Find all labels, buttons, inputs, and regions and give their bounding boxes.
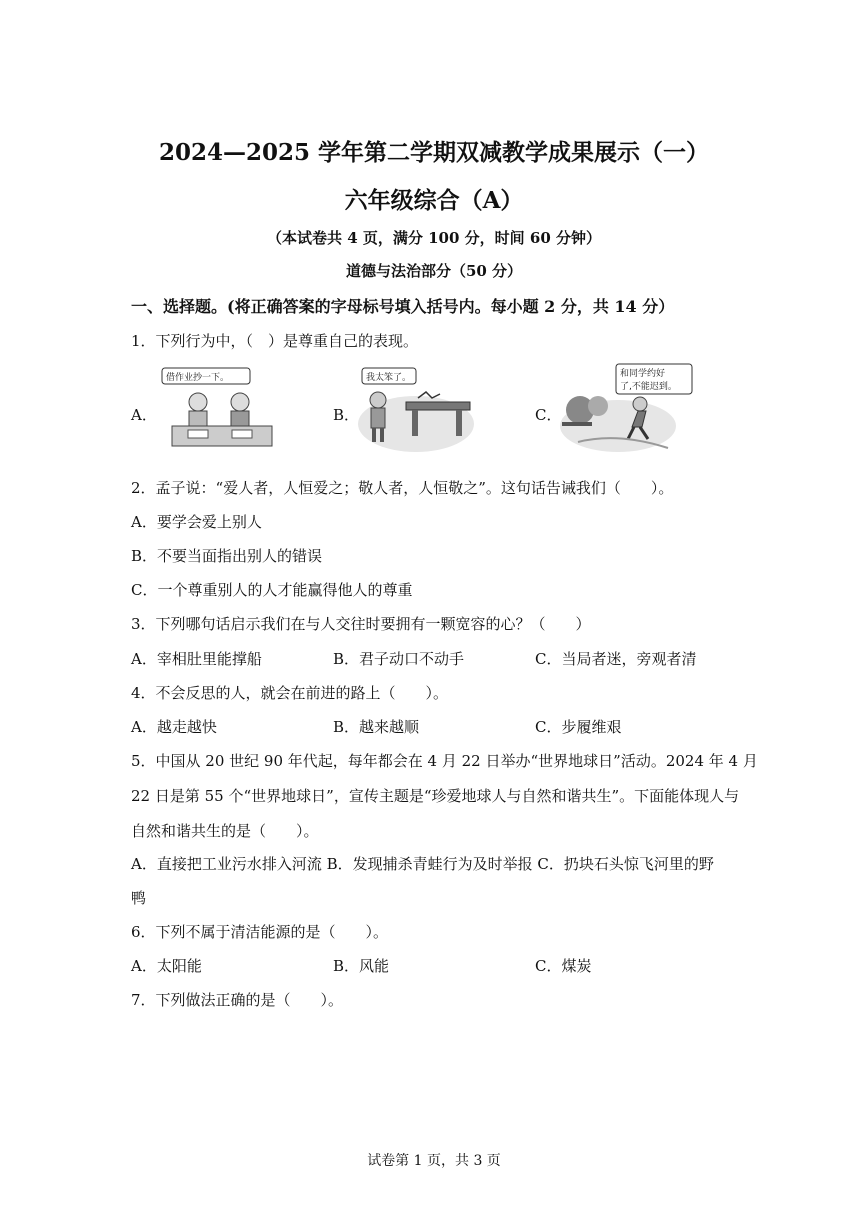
- q6-option-a: A．太阳能: [131, 957, 202, 975]
- q2-option-c: C．一个尊重别人的人才能赢得他人的尊重: [131, 581, 413, 599]
- section-heading: 道德与法治部分（50 分）: [345, 262, 523, 280]
- q3-option-a: A．宰相肚里能撑船: [131, 650, 262, 668]
- question-6: 6．下列不属于清洁能源的是（ ）。: [131, 923, 389, 941]
- q2-option-a: A．要学会爱上别人: [131, 513, 262, 531]
- question-2: 2．孟子说：“爱人者，人恒爱之；敬人者，人恒敬之”。这句话告诫我们（ ）。: [131, 479, 674, 497]
- q4-option-b: B．越来越顺: [333, 718, 420, 736]
- svg-text:了,不能迟到。: 了,不能迟到。: [620, 382, 677, 392]
- q6-option-b: B．风能: [333, 957, 390, 975]
- question-5-line-3: 自然和谐共生的是（ ）。: [131, 822, 319, 840]
- q6-option-c: C．煤炭: [535, 957, 592, 975]
- part-heading: 一、选择题。(将正确答案的字母标号填入括号内。每小题 2 分，共 14 分）: [131, 297, 675, 316]
- q1-option-a-label: A．: [131, 406, 157, 424]
- q1-illustration-a: [158, 364, 278, 454]
- q3-option-b: B．君子动口不动手: [333, 650, 465, 668]
- page-footer: 试卷第 1 页，共 3 页: [367, 1153, 501, 1169]
- q5-options-line-1: A．直接把工业污水排入河流 B．发现捕杀青蛙行为及时举报 C．扔块石头惊飞河里的野: [131, 855, 714, 873]
- exam-subtitle: 六年级综合（A）: [344, 187, 524, 214]
- svg-text:和同学约好: 和同学约好: [620, 369, 666, 379]
- q1-bubble-a: 借作业抄一下。: [166, 373, 230, 383]
- q5-options-line-2: 鸭: [131, 889, 147, 907]
- question-1: 1．下列行为中，（ ）是尊重自己的表现。: [131, 332, 419, 350]
- q1-illustration-b: [356, 364, 476, 454]
- q1-option-b-label: B．: [333, 406, 360, 424]
- q1-bubble-b: 我太笨了。: [366, 373, 412, 383]
- question-4: 4．不会反思的人，就会在前进的路上（ ）。: [131, 684, 449, 702]
- q3-option-c: C．当局者迷，旁观者清: [535, 650, 697, 668]
- q1-option-c-label: C．: [535, 406, 562, 424]
- q2-option-b: B．不要当面指出别人的错误: [131, 547, 323, 565]
- question-5-line-2: 22 日是第 55 个“世界地球日”，宣传主题是“珍爱地球人与自然和谐共生”。下面能体现人与: [131, 787, 740, 805]
- exam-note: （本试卷共 4 页，满分 100 分，时间 60 分钟）: [267, 229, 601, 247]
- question-5-line-1: 5．中国从 20 世纪 90 年代起，每年都会在 4 月 22 日举办“世界地球日”活动。2024 年 4 月: [131, 752, 758, 770]
- q4-option-a: A．越走越快: [131, 718, 217, 736]
- exam-title: 2024—2025 学年第二学期双减教学成果展示（一）: [158, 139, 710, 166]
- question-7: 7．下列做法正确的是（ ）。: [131, 991, 344, 1009]
- question-3: 3．下列哪句话启示我们在与人交往时要拥有一颗宽容的心？（ ）: [131, 615, 591, 633]
- q4-option-c: C．步履维艰: [535, 718, 622, 736]
- q1-illustration-c: [558, 362, 698, 456]
